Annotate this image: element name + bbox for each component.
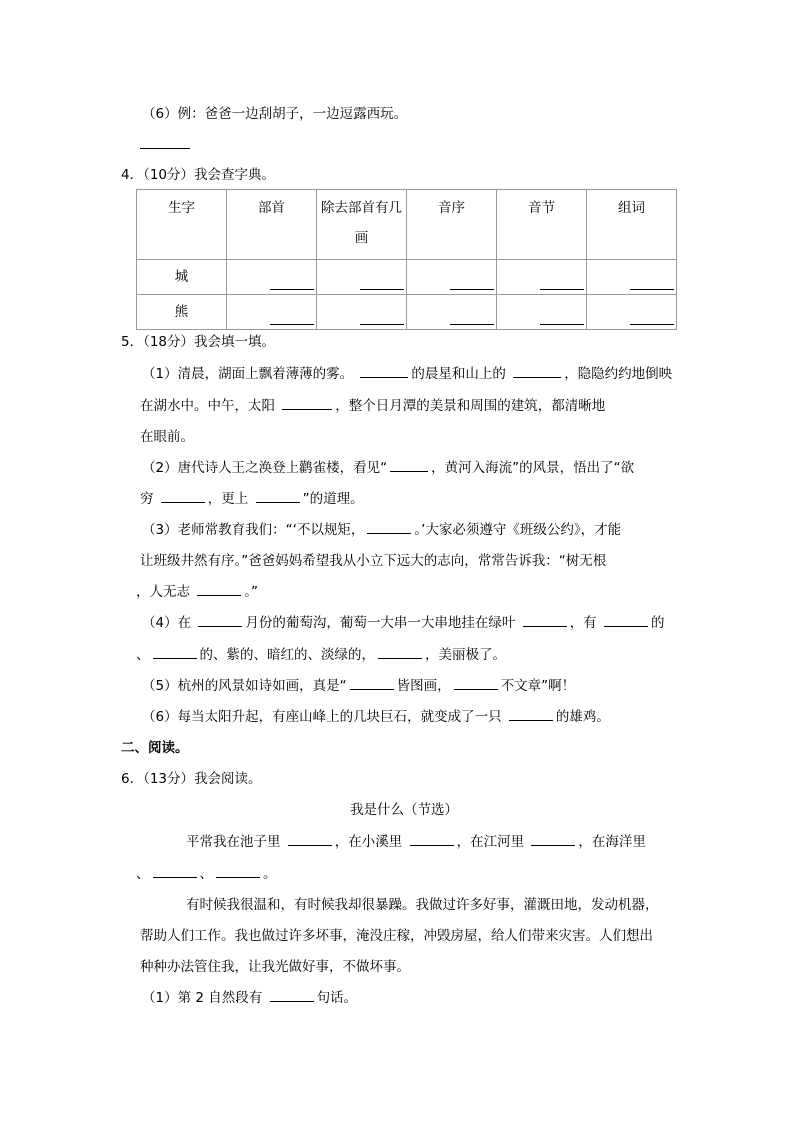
answer-cell[interactable] [227,295,317,330]
q5-p1-line1 [142,364,672,384]
q5-title-text: 5．（18分）我会填一填。 [121,334,276,350]
q6-para2-line1 [186,895,659,915]
text: ，人无志 [136,584,190,600]
q6-para1-line2 [136,864,277,884]
text: 平常我在池子里 [186,834,281,850]
text: 的 [650,615,665,631]
text: 有时候我很温和，有时候我却很暴躁。我做过许多好事，灌溉田地，发动机器， [186,897,659,913]
fill-blank[interactable] [390,458,428,472]
q6-title-text: 6．（13分）我会阅读。 [121,771,262,787]
answer-cell[interactable] [497,260,587,295]
text: （4）在 [142,615,192,631]
section2-title-text: 二、阅读。 [121,740,189,756]
q6-para2-line2 [140,926,653,946]
dictionary-table [136,189,677,330]
answer-cell[interactable] [317,260,407,295]
answer-cell[interactable] [587,295,677,330]
answer-cell[interactable] [407,295,497,330]
row-char: 熊 [137,295,227,330]
text: （1）第 2 自然段有 [142,990,263,1006]
q6-para1-line1 [186,832,646,852]
text: 。 [263,866,277,882]
text: 。” [244,584,259,600]
text: （2）唐代诗人王之涣登上鹳雀楼，看见“ [142,460,388,476]
text: ，在江河里 [456,834,525,850]
answer-cell[interactable] [407,260,497,295]
answer-cell[interactable] [317,295,407,330]
passage-title-text: 我是什么（节选） [350,802,458,818]
fill-blank[interactable] [454,676,498,690]
text: （1）清晨，湖面上飘着薄薄的雾。 [142,366,354,382]
table-row [137,295,677,330]
text: 在湖水中。中午，太阳 [140,398,275,414]
fill-blank[interactable] [350,676,394,690]
q6-para2-line3 [140,957,410,977]
table-row [137,260,677,295]
header-initial: 音序 [407,190,497,260]
section2-title [121,738,189,758]
q5-p3-line2 [140,551,606,571]
fill-blank[interactable] [360,364,408,378]
q3-item6-example [142,104,407,124]
q3-item6-answer-blank[interactable] [140,148,190,149]
fill-blank[interactable] [282,396,332,410]
text: ，整个日月潭的美景和周围的建筑，都清晰地 [335,398,606,414]
text: 帮助人们工作。我也做过许多坏事，淹没庄稼，冲毁房屋，给人们带来灾害。人们想出 [140,928,653,944]
header-words: 组词 [587,190,677,260]
fill-blank[interactable] [153,645,197,659]
q5-p4-line2 [136,645,506,665]
fill-blank[interactable] [153,864,197,878]
answer-cell[interactable] [587,260,677,295]
header-strokes: 除去部首有几画 [317,190,407,260]
header-char: 生字 [137,190,227,260]
text: 句话。 [316,990,358,1006]
text: 。’大家必须遵守《班级公约》，才能 [414,522,622,538]
q4-title [121,165,275,185]
q3-item6-text: （6）例：爸爸一边刮胡子，一边逗露西玩。 [142,106,408,122]
fill-blank[interactable] [604,613,648,627]
text: （6）每当太阳升起，有座山峰上的几块巨石，就变成了一只 [142,709,502,725]
text: 让班级井然有序。”爸爸妈妈希望我从小立下远大的志向，常常告诉我：“树无根 [140,553,607,569]
text: 、 [136,647,150,663]
fill-blank[interactable] [531,832,575,846]
fill-blank[interactable] [513,364,561,378]
fill-blank[interactable] [161,489,205,503]
text: 皆图画， [396,678,451,694]
text: 的晨星和山上的 [411,366,506,382]
answer-cell[interactable] [227,260,317,295]
fill-blank[interactable] [410,832,454,846]
text: ，隐隐约约地倒映 [564,366,673,382]
q5-p1-line2 [140,396,605,416]
text: （3）老师常教育我们：“‘不以规矩， [142,522,365,538]
text: 、 [199,866,213,882]
text: ，在海洋里 [578,834,646,850]
text: 、 [136,866,150,882]
q5-p6-line [142,707,610,727]
q5-p1-line3 [140,427,194,447]
text: ，在小溪里 [334,834,403,850]
text: （5）杭州的风景如诗如画，真是“ [142,678,347,694]
text: ，黄河入海流”的风景，悟出了“欲 [431,460,635,476]
fill-blank[interactable] [288,832,332,846]
row-char: 城 [137,260,227,295]
text: 不文章”啊！ [500,678,576,694]
answer-cell[interactable] [497,295,587,330]
text: ，美丽极了。 [425,647,506,663]
text: 种种办法管住我，让我光做好事，不做坏事。 [140,959,410,975]
fill-blank[interactable] [523,613,567,627]
text: ”的道理。 [302,491,364,507]
passage-title [350,800,458,820]
fill-blank[interactable] [378,645,422,659]
text: ，有 [569,615,597,631]
fill-blank[interactable] [198,613,242,627]
q5-p4-line1 [142,613,664,633]
text: 的雄鸡。 [555,709,610,725]
fill-blank[interactable] [270,988,314,1002]
text: 在眼前。 [140,429,194,445]
q6-sub1 [142,988,357,1008]
fill-blank[interactable] [197,582,241,596]
fill-blank[interactable] [256,489,300,503]
text: 的、紫的、暗红的、淡绿的， [199,647,375,663]
text: ，更上 [207,491,249,507]
q4-title-text: 4．（10分）我会查字典。 [121,167,276,183]
text: 月份的葡萄沟，葡萄一大串一大串地挂在绿叶 [245,615,516,631]
q5-p5-line [142,676,575,696]
q5-title [121,332,275,352]
header-radical: 部首 [227,190,317,260]
header-syllable: 音节 [497,190,587,260]
q5-p3-line3 [136,582,258,602]
fill-blank[interactable] [216,864,260,878]
table-header-row [137,190,677,260]
fill-blank[interactable] [367,520,411,534]
q5-p2-line1 [142,458,634,478]
q6-title [121,769,262,789]
fill-blank[interactable] [509,707,553,721]
q5-p2-line2 [140,489,364,509]
q5-p3-line1 [142,520,621,540]
text: 穷 [140,491,154,507]
